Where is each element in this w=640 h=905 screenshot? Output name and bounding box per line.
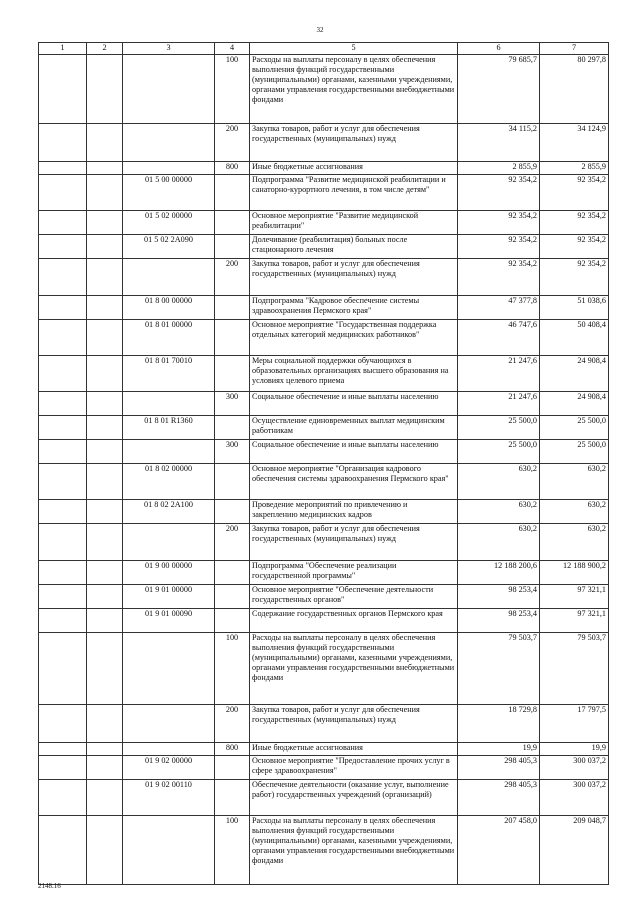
cell-cs	[123, 705, 215, 743]
header-col-3: 3	[123, 43, 215, 55]
cell-gr	[39, 124, 87, 162]
cell-name: Закупка товаров, работ и услуг для обеспечения государственных (муниципальных) нужд	[250, 124, 458, 162]
cell-value-year1: 98 253,4	[458, 609, 540, 633]
cell-cs: 01 5 02 2А090	[123, 235, 215, 259]
cell-name: Подпрограмма "Развитие медицинской реабилитации и санаторно-курортного лечения, в том числе детям"	[250, 175, 458, 211]
cell-rz	[87, 392, 123, 416]
cell-value-year1: 12 188 200,6	[458, 561, 540, 585]
cell-name: Осуществление единовременных выплат медицинским работникам	[250, 416, 458, 440]
cell-value-year1: 298 405,3	[458, 780, 540, 816]
cell-value-year1: 79 503,7	[458, 633, 540, 705]
cell-vr	[215, 416, 250, 440]
table-row	[39, 162, 609, 175]
cell-value-year1: 630,2	[458, 524, 540, 561]
cell-gr	[39, 585, 87, 609]
cell-gr	[39, 235, 87, 259]
cell-cs	[123, 743, 215, 756]
cell-name: Основное мероприятие "Обеспечение деятельности государственных органов"	[250, 585, 458, 609]
budget-table	[38, 42, 609, 885]
table-row	[39, 55, 609, 124]
cell-gr	[39, 162, 87, 175]
cell-cs: 01 8 02 2А100	[123, 500, 215, 524]
cell-name: Закупка товаров, работ и услуг для обеспечения государственных (муниципальных) нужд	[250, 705, 458, 743]
header-col-1: 1	[39, 43, 87, 55]
footer-document-code: 2148.16	[38, 882, 61, 890]
cell-value-year2: 300 037,2	[540, 756, 609, 780]
cell-vr	[215, 585, 250, 609]
table-row	[39, 296, 609, 320]
cell-vr	[215, 356, 250, 392]
cell-gr	[39, 633, 87, 705]
cell-value-year1: 19,9	[458, 743, 540, 756]
cell-gr	[39, 756, 87, 780]
cell-value-year1: 21 247,6	[458, 392, 540, 416]
table-row	[39, 392, 609, 416]
cell-name: Социальное обеспечение и иные выплаты населению	[250, 392, 458, 416]
cell-value-year1: 630,2	[458, 464, 540, 500]
cell-value-year1: 630,2	[458, 500, 540, 524]
cell-gr	[39, 175, 87, 211]
cell-cs: 01 5 00 00000	[123, 175, 215, 211]
cell-value-year2: 50 408,4	[540, 320, 609, 356]
cell-rz	[87, 561, 123, 585]
cell-rz	[87, 124, 123, 162]
cell-rz	[87, 320, 123, 356]
table-row	[39, 320, 609, 356]
cell-rz	[87, 743, 123, 756]
cell-cs: 01 8 00 00000	[123, 296, 215, 320]
cell-rz	[87, 585, 123, 609]
table-row	[39, 235, 609, 259]
cell-name: Расходы на выплаты персоналу в целях обеспечения выполнения функций государственными (муниципальными) органами, казенными учреждениями, органами управления государственными внебюджетными фондами	[250, 816, 458, 885]
cell-vr: 100	[215, 816, 250, 885]
cell-vr: 200	[215, 124, 250, 162]
table-row	[39, 585, 609, 609]
cell-cs: 01 8 01 70010	[123, 356, 215, 392]
cell-gr	[39, 259, 87, 296]
cell-rz	[87, 705, 123, 743]
cell-value-year2: 630,2	[540, 524, 609, 561]
cell-gr	[39, 320, 87, 356]
cell-gr	[39, 500, 87, 524]
cell-gr	[39, 609, 87, 633]
cell-rz	[87, 780, 123, 816]
cell-name: Долечивание (реабилитация) больных после стационарного лечения	[250, 235, 458, 259]
cell-vr	[215, 211, 250, 235]
cell-cs: 01 8 01 00000	[123, 320, 215, 356]
cell-vr: 200	[215, 259, 250, 296]
cell-value-year2: 92 354,2	[540, 235, 609, 259]
header-col-4: 4	[215, 43, 250, 55]
cell-rz	[87, 259, 123, 296]
table-row	[39, 561, 609, 585]
table-row	[39, 705, 609, 743]
cell-name: Содержание государственных органов Пермского края	[250, 609, 458, 633]
header-col-7: 7	[540, 43, 609, 55]
cell-rz	[87, 296, 123, 320]
cell-value-year1: 92 354,2	[458, 259, 540, 296]
cell-cs: 01 9 02 00110	[123, 780, 215, 816]
cell-cs	[123, 440, 215, 464]
table-row	[39, 211, 609, 235]
cell-gr	[39, 440, 87, 464]
cell-value-year2: 300 037,2	[540, 780, 609, 816]
cell-value-year2: 25 500,0	[540, 416, 609, 440]
table-row	[39, 259, 609, 296]
cell-value-year2: 12 188 900,2	[540, 561, 609, 585]
cell-value-year1: 2 855,9	[458, 162, 540, 175]
cell-rz	[87, 162, 123, 175]
cell-rz	[87, 464, 123, 500]
table-row	[39, 175, 609, 211]
cell-value-year2: 51 038,6	[540, 296, 609, 320]
cell-cs: 01 9 01 00000	[123, 585, 215, 609]
cell-gr	[39, 392, 87, 416]
cell-vr	[215, 561, 250, 585]
cell-rz	[87, 609, 123, 633]
cell-value-year2: 92 354,2	[540, 259, 609, 296]
cell-name: Иные бюджетные ассигнования	[250, 162, 458, 175]
table-row	[39, 756, 609, 780]
cell-name: Основное мероприятие "Организация кадрового обеспечения системы здравоохранения Пермского края"	[250, 464, 458, 500]
cell-name: Обеспечение деятельности (оказание услуг, выполнение работ) государственных учреждений (организаций)	[250, 780, 458, 816]
cell-gr	[39, 464, 87, 500]
cell-rz	[87, 633, 123, 705]
table-row	[39, 356, 609, 392]
cell-name: Меры социальной поддержки обучающихся в образовательных организациях высшего образования на условиях целевого приема	[250, 356, 458, 392]
cell-vr: 800	[215, 162, 250, 175]
cell-rz	[87, 756, 123, 780]
budget-table-container	[38, 42, 608, 885]
cell-cs	[123, 162, 215, 175]
cell-value-year1: 47 377,8	[458, 296, 540, 320]
cell-value-year1: 34 115,2	[458, 124, 540, 162]
page-number: 32	[316, 26, 324, 34]
cell-rz	[87, 416, 123, 440]
cell-rz	[87, 816, 123, 885]
cell-cs: 01 5 02 00000	[123, 211, 215, 235]
cell-name: Основное мероприятие "Развитие медицинской реабилитации"	[250, 211, 458, 235]
cell-cs	[123, 55, 215, 124]
cell-value-year2: 25 500,0	[540, 440, 609, 464]
cell-rz	[87, 356, 123, 392]
cell-value-year1: 21 247,6	[458, 356, 540, 392]
cell-vr: 100	[215, 55, 250, 124]
table-row	[39, 416, 609, 440]
cell-value-year1: 298 405,3	[458, 756, 540, 780]
cell-cs	[123, 816, 215, 885]
cell-name: Социальное обеспечение и иные выплаты населению	[250, 440, 458, 464]
cell-name: Расходы на выплаты персоналу в целях обеспечения выполнения функций государственными (муниципальными) органами, казенными учреждениями, органами управления государственными внебюджетными фондами	[250, 633, 458, 705]
cell-value-year1: 207 458,0	[458, 816, 540, 885]
cell-cs: 01 8 02 00000	[123, 464, 215, 500]
cell-rz	[87, 55, 123, 124]
header-col-6: 6	[458, 43, 540, 55]
table-row	[39, 124, 609, 162]
table-row	[39, 743, 609, 756]
cell-value-year1: 92 354,2	[458, 175, 540, 211]
cell-vr	[215, 235, 250, 259]
table-row	[39, 524, 609, 561]
cell-value-year1: 25 500,0	[458, 416, 540, 440]
cell-cs: 01 9 02 00000	[123, 756, 215, 780]
cell-name: Подпрограмма "Обеспечение реализации государственной программы"	[250, 561, 458, 585]
cell-name: Подпрограмма "Кадровое обеспечение системы здравоохранения Пермского края"	[250, 296, 458, 320]
cell-vr: 200	[215, 705, 250, 743]
cell-gr	[39, 416, 87, 440]
cell-value-year1: 92 354,2	[458, 211, 540, 235]
cell-cs	[123, 392, 215, 416]
table-body	[39, 55, 609, 885]
cell-name: Проведение мероприятий по привлечению и закреплению медицинских кадров	[250, 500, 458, 524]
cell-name: Основное мероприятие "Государственная поддержка отдельных категорий медицинских работников"	[250, 320, 458, 356]
table-row	[39, 609, 609, 633]
cell-gr	[39, 743, 87, 756]
cell-name: Закупка товаров, работ и услуг для обеспечения государственных (муниципальных) нужд	[250, 259, 458, 296]
cell-gr	[39, 296, 87, 320]
cell-value-year1: 79 685,7	[458, 55, 540, 124]
cell-value-year2: 17 797,5	[540, 705, 609, 743]
cell-value-year1: 92 354,2	[458, 235, 540, 259]
cell-value-year2: 630,2	[540, 464, 609, 500]
cell-value-year2: 630,2	[540, 500, 609, 524]
cell-gr	[39, 561, 87, 585]
cell-rz	[87, 211, 123, 235]
cell-vr	[215, 296, 250, 320]
cell-value-year2: 92 354,2	[540, 211, 609, 235]
cell-value-year1: 18 729,8	[458, 705, 540, 743]
cell-gr	[39, 356, 87, 392]
cell-name: Иные бюджетные ассигнования	[250, 743, 458, 756]
cell-cs	[123, 524, 215, 561]
cell-value-year1: 98 253,4	[458, 585, 540, 609]
cell-value-year2: 2 855,9	[540, 162, 609, 175]
cell-value-year2: 34 124,9	[540, 124, 609, 162]
cell-vr	[215, 780, 250, 816]
table-row	[39, 464, 609, 500]
cell-value-year2: 92 354,2	[540, 175, 609, 211]
cell-vr	[215, 756, 250, 780]
cell-rz	[87, 440, 123, 464]
cell-value-year2: 79 503,7	[540, 633, 609, 705]
cell-name: Основное мероприятие "Предоставление прочих услуг в сфере здравоохранения"	[250, 756, 458, 780]
cell-cs	[123, 633, 215, 705]
cell-value-year2: 24 908,4	[540, 356, 609, 392]
table-row	[39, 633, 609, 705]
cell-vr: 300	[215, 440, 250, 464]
cell-value-year2: 80 297,8	[540, 55, 609, 124]
header-col-5: 5	[250, 43, 458, 55]
cell-vr	[215, 464, 250, 500]
cell-gr	[39, 211, 87, 235]
cell-gr	[39, 524, 87, 561]
cell-value-year2: 97 321,1	[540, 609, 609, 633]
cell-vr	[215, 175, 250, 211]
cell-value-year2: 24 908,4	[540, 392, 609, 416]
cell-vr: 800	[215, 743, 250, 756]
table-row	[39, 780, 609, 816]
cell-cs: 01 9 01 00090	[123, 609, 215, 633]
cell-gr	[39, 705, 87, 743]
cell-vr: 100	[215, 633, 250, 705]
cell-vr: 200	[215, 524, 250, 561]
cell-gr	[39, 55, 87, 124]
header-col-2: 2	[87, 43, 123, 55]
cell-cs: 01 9 00 00000	[123, 561, 215, 585]
cell-rz	[87, 235, 123, 259]
cell-value-year1: 46 747,6	[458, 320, 540, 356]
cell-name: Закупка товаров, работ и услуг для обеспечения государственных (муниципальных) нужд	[250, 524, 458, 561]
cell-vr	[215, 500, 250, 524]
cell-vr	[215, 609, 250, 633]
cell-cs: 01 8 01 R1360	[123, 416, 215, 440]
cell-value-year1: 25 500,0	[458, 440, 540, 464]
cell-value-year2: 97 321,1	[540, 585, 609, 609]
cell-gr	[39, 780, 87, 816]
cell-value-year2: 209 048,7	[540, 816, 609, 885]
cell-cs	[123, 124, 215, 162]
table-row	[39, 440, 609, 464]
table-row	[39, 816, 609, 885]
cell-gr	[39, 816, 87, 885]
cell-name: Расходы на выплаты персоналу в целях обеспечения выполнения функций государственными (муниципальными) органами, казенными учреждениями, органами управления государственными внебюджетными фондами	[250, 55, 458, 124]
cell-rz	[87, 524, 123, 561]
header-row	[39, 43, 609, 55]
cell-rz	[87, 175, 123, 211]
cell-rz	[87, 500, 123, 524]
table-row	[39, 500, 609, 524]
cell-value-year2: 19,9	[540, 743, 609, 756]
cell-cs	[123, 259, 215, 296]
cell-vr	[215, 320, 250, 356]
cell-vr: 300	[215, 392, 250, 416]
